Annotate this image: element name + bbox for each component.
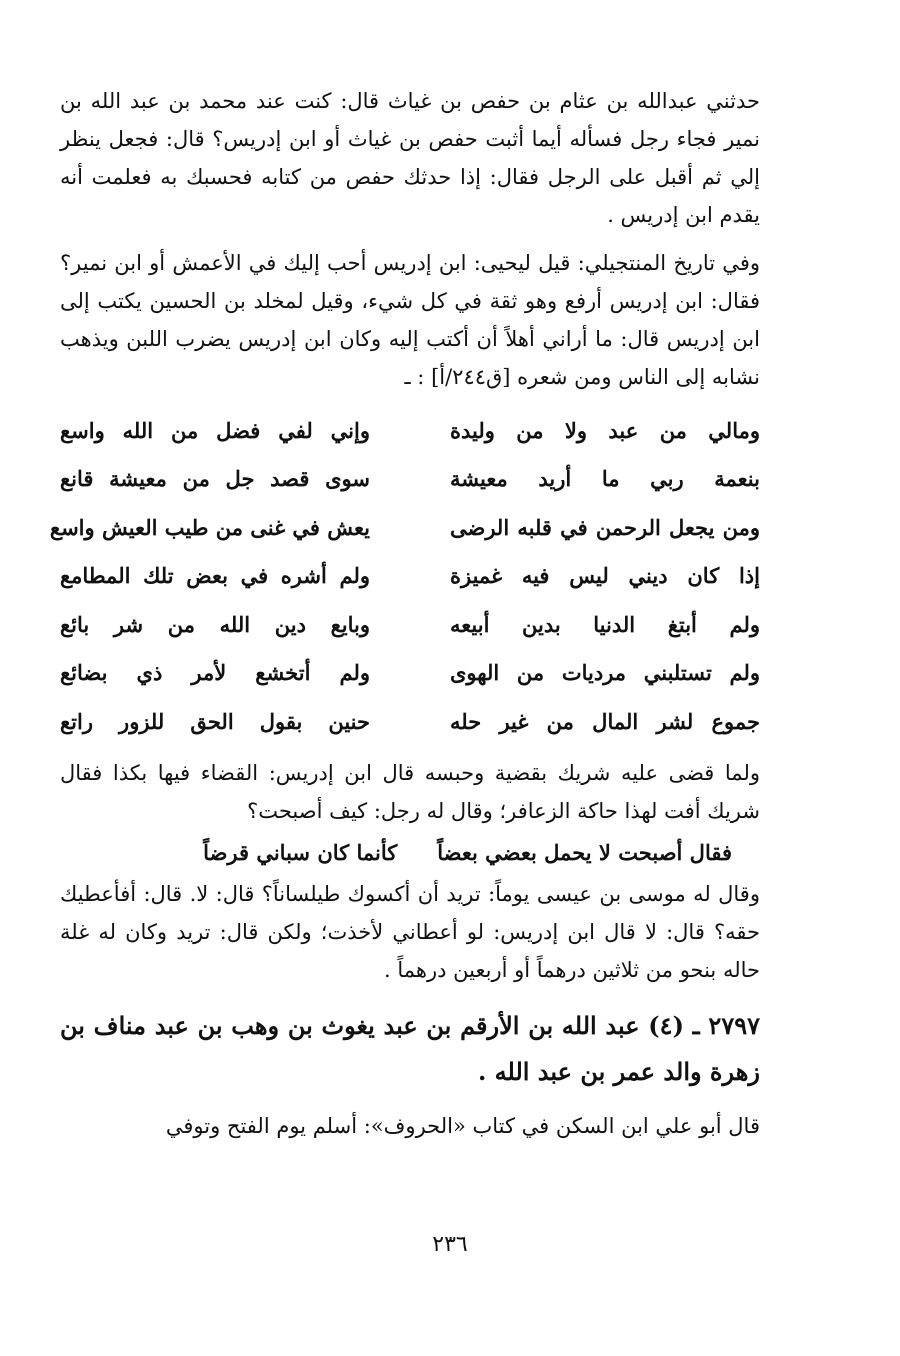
poem-verse: [60, 552, 760, 601]
verse-second-hemistich: ولم أتخشع لأمر ذي بضائع: [60, 660, 370, 686]
verse-first-hemistich: ومن يجعل الرحمن في قلبه الرضى: [450, 514, 760, 540]
single-verse: [60, 840, 760, 865]
verse-second-hemistich: وإني لفي فضل من الله واسع: [60, 417, 370, 443]
paragraph-tarikh: وفي تاريخ المنتجيلي: قيل ليحيى: ابن إدريس أحب إليك في الأعمش أو ابن نمير؟ فقال: ابن إدريس أرفع وهو ثقة في كل شيء، وقيل لمخلد بن الحسين يكتب إلى ابن إدريس قال: ما أراني أهلاً أن أكتب إليه وكان ابن إدريس يضرب اللبن ويذهب نشابه إلى الناس ومن شعره [ق٢٤٤/أ] : ـ: [60, 251, 760, 389]
poem-verse: [60, 697, 760, 746]
paragraph-hadith: حدثني عبدالله بن عثام بن حفص بن غياث قال: كنت عند محمد بن عبد الله بن نمير فجاء رجل فسأله أيما أثبت حفص بن غياث أو ابن إدريس؟ قال: فجعل ينظر إلي ثم أقبل على الرجل فقال: إذا حدثك حفص من كتابه فحسبك به فعلمت أنه يقدم ابن إدريس .: [60, 89, 760, 227]
verse-second-hemistich: ولم أشره في بعض تلك المطامع: [60, 563, 370, 589]
paragraph-musa: وقال له موسى بن عيسى يوماً: تريد أن أكسوك طيلساناً؟ قال: لا. قال: أفأعطيك حقه؟ قال: لا قال ابن إدريس: لو أعطاني لأخذت؛ ولكن قال: تريد وكان له غلة حاله بنحو من ثلاثين درهماً أو أربعين درهماً .: [60, 881, 760, 982]
verse-second-hemistich: وبايع دين الله من شر بائع: [60, 611, 370, 637]
verse-second-hemistich: يعش في غنى من طيب العيش واسع: [49, 514, 370, 540]
verse-second-hemistich: كأنما كان سباني قرضاً: [203, 839, 398, 865]
poem-verse: [60, 600, 760, 649]
page-number: ٢٣٦: [432, 1232, 468, 1257]
verse-first-hemistich: فقال أصبحت لا يحمل بعضي بعضاً: [437, 839, 732, 865]
verse-first-hemistich: جموع لشر المال من غير حله: [450, 708, 760, 734]
poem-verse: [60, 649, 760, 698]
verse-second-hemistich: حنين بقول الحق للزور راتع: [60, 708, 370, 734]
paragraph-sharik: ولما قضى عليه شريك بقضية وحبسه قال ابن إدريس: القضاء فيها بكذا فقال شريك أفت لهذا حاكة الزعافر؛ وقال له رجل: كيف أصبحت؟: [60, 760, 760, 823]
entry-heading: ٢٧٩٧ ـ (٤) عبد الله بن الأرقم بن عبد يغوث بن وهب بن عبد مناف بن زهرة والد عمر بن عبد الله .: [60, 1010, 760, 1086]
verse-first-hemistich: إذا كان ديني ليس فيه غميزة: [450, 563, 760, 589]
paragraph-ibn-sakan: قال أبو علي ابن السكن في كتاب «الحروف»: أسلم يوم الفتح وتوفي: [165, 1113, 760, 1138]
poem-verse: [60, 455, 760, 504]
poem: [49, 406, 760, 746]
verse-first-hemistich: ومالي من عبد ولا من وليدة: [450, 417, 760, 443]
page-body: [49, 82, 760, 1155]
poem-verse: [60, 406, 760, 455]
verse-first-hemistich: بنعمة ربي ما أريد معيشة: [450, 466, 760, 492]
verse-first-hemistich: ولم أبتغ الدنيا بدين أبيعه: [450, 611, 760, 637]
verse-first-hemistich: ولم تستلبني مرديات من الهوى: [450, 660, 760, 686]
verse-second-hemistich: سوى قصد جل من معيشة قانع: [60, 466, 370, 492]
poem-verse: [49, 503, 760, 552]
